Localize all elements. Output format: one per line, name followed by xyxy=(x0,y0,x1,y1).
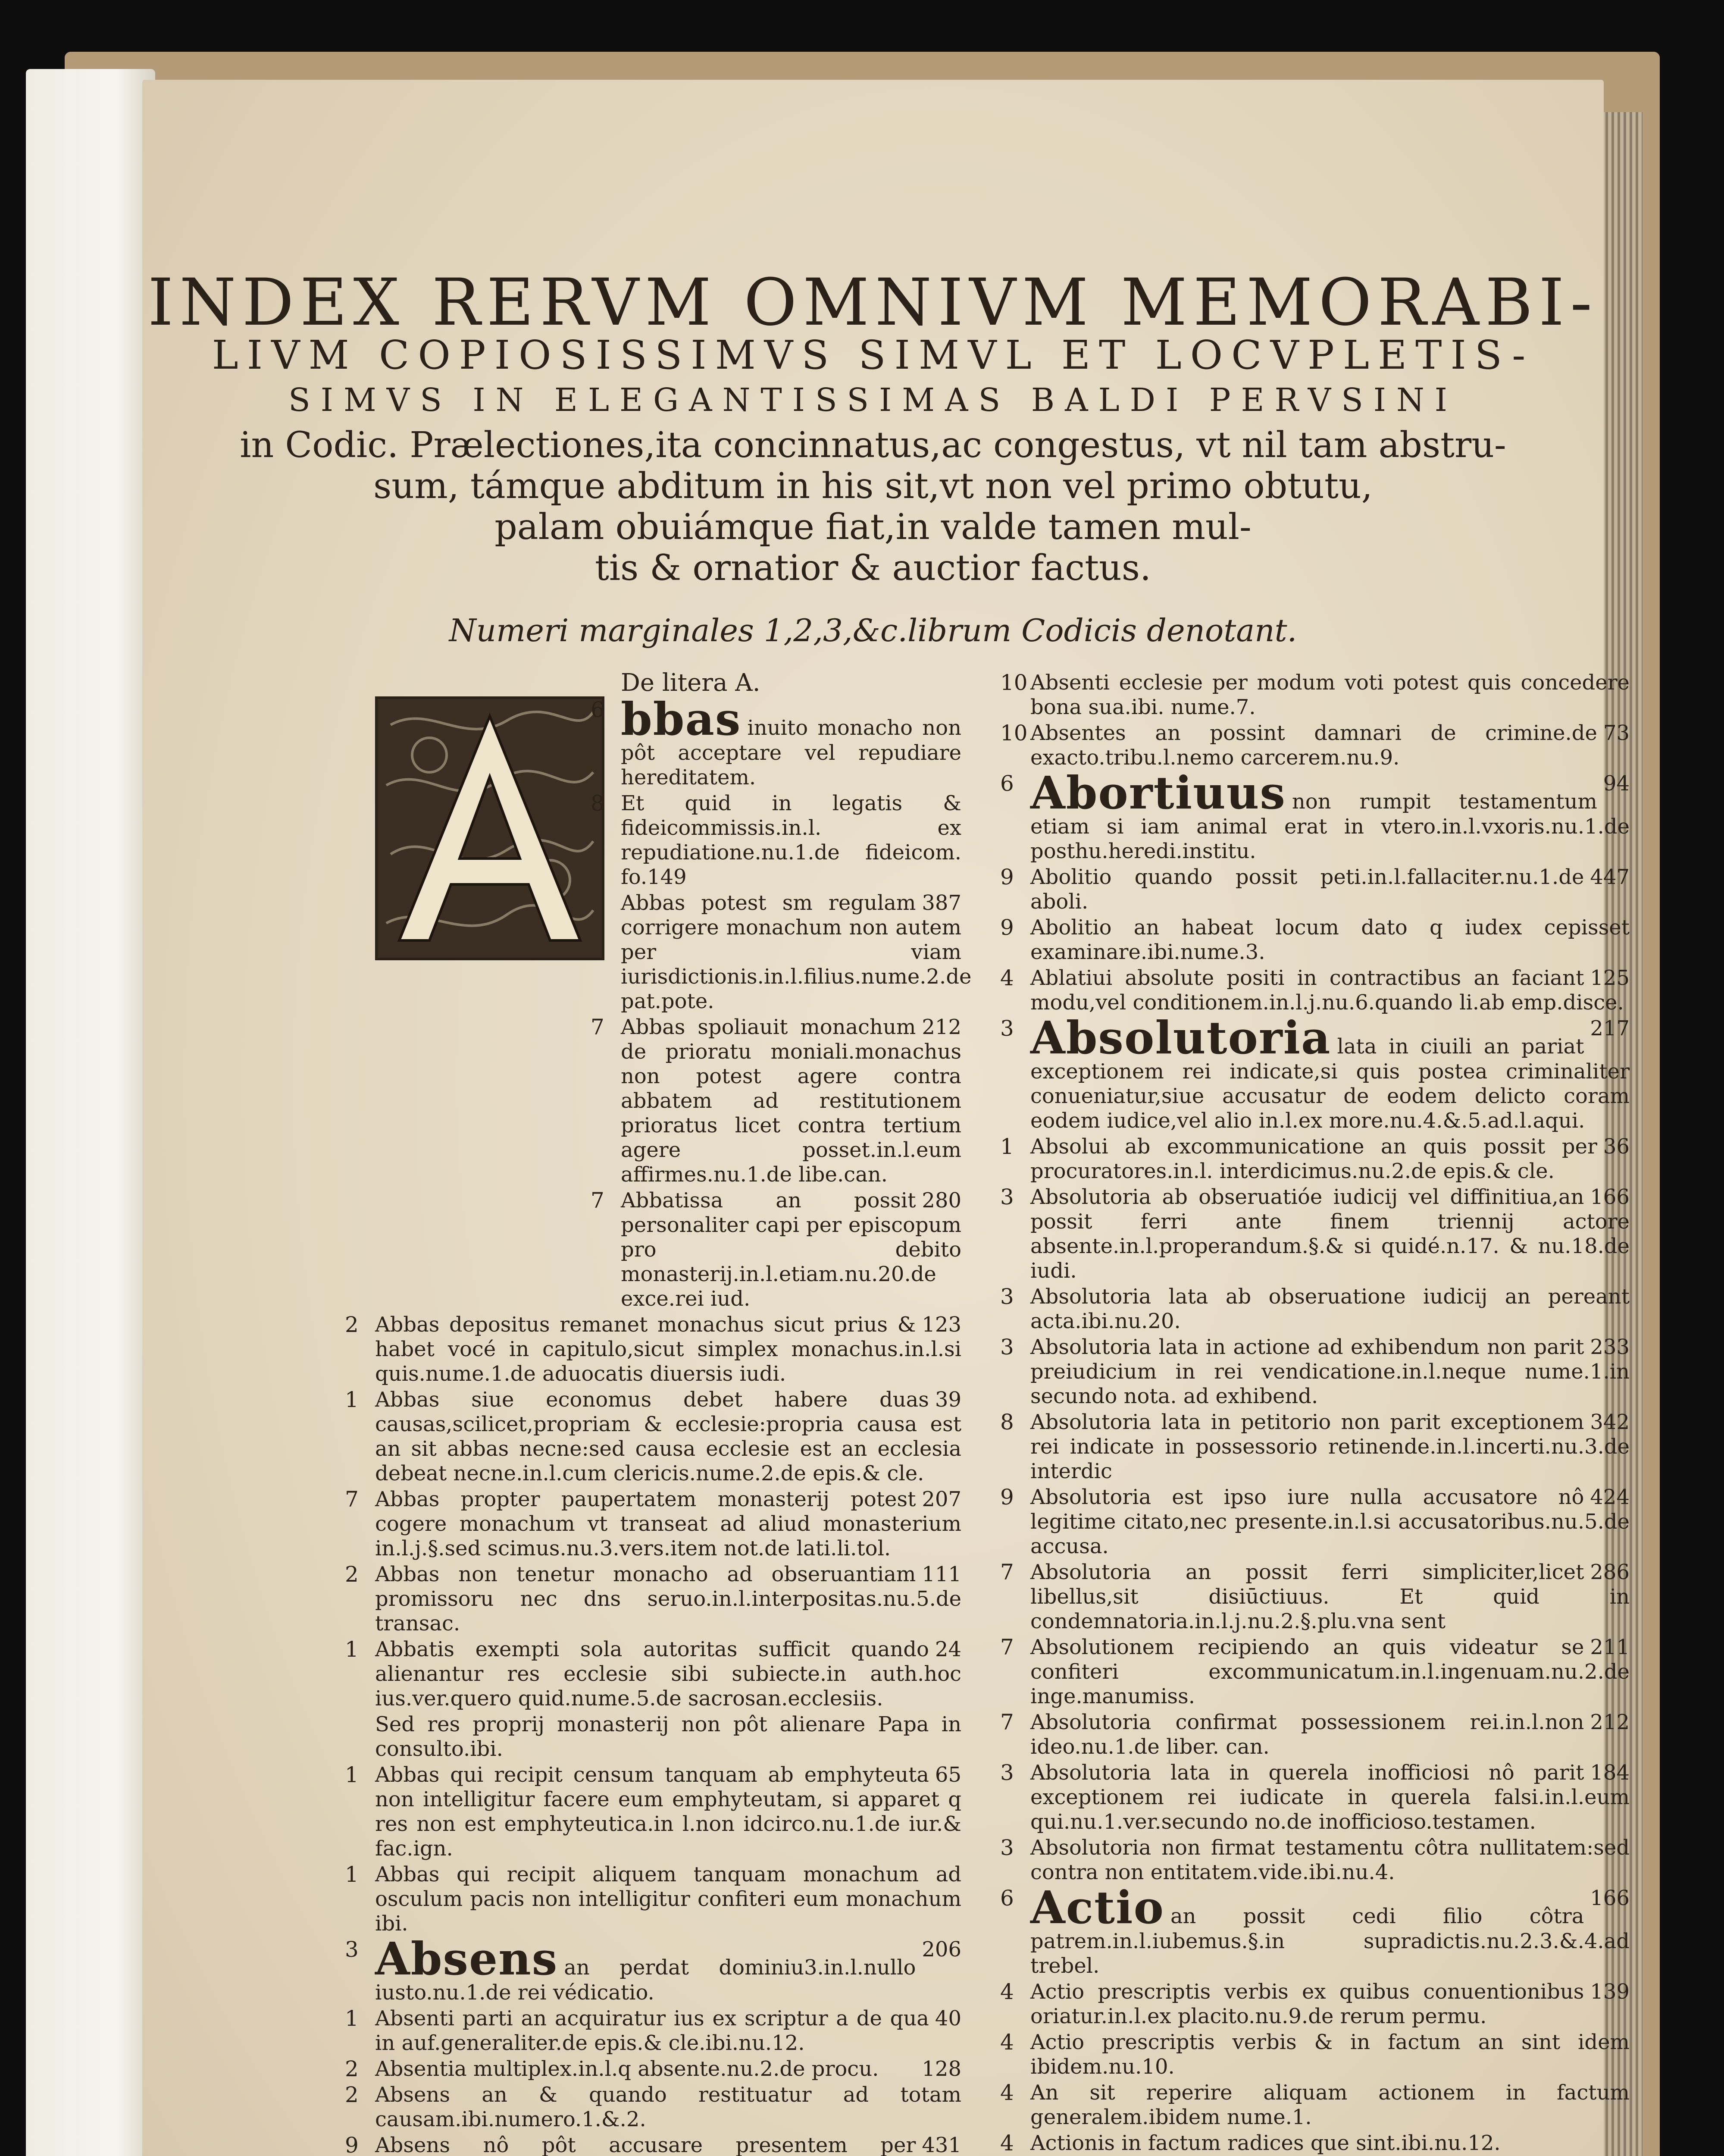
left-entry xyxy=(345,1637,961,1711)
folio-reference: 40 xyxy=(935,2006,961,2031)
entry-text: Abbas depositus remanet monachus sicut prius & habet vocé in capitulo,sicut simplex monachus.in.l.si quis.nume.1.de aduocatis diuersis iudi. xyxy=(375,1313,961,1386)
marginal-numbers-note: Numeri marginales 1,2,3,&c.librum Codicis denotant. xyxy=(449,612,1297,649)
entry-text: Actionis in factum radices que sint.ibi.nu.12. xyxy=(1030,2131,1501,2155)
entry-headword: bbas xyxy=(621,693,742,746)
book-number: 3 xyxy=(1000,1284,1014,1309)
left-entry xyxy=(591,693,961,790)
entry-text: Absolutoria lata ab obseruatione iudicij an pereant acta.ibi.nu.20. xyxy=(1030,1285,1630,1333)
book-number: 6 xyxy=(1000,1886,1014,1911)
entry-headword: Absens xyxy=(375,1932,558,1985)
right-entry xyxy=(1000,1710,1630,1759)
book-number: 4 xyxy=(1000,2030,1014,2055)
left-entry xyxy=(591,1188,961,1311)
left-entry xyxy=(345,1388,961,1486)
decorated-initial-a-icon xyxy=(378,699,602,958)
right-entry xyxy=(1000,1410,1630,1484)
right-entry xyxy=(1000,966,1630,1015)
book-number: 9 xyxy=(1000,1485,1014,1510)
left-entry xyxy=(345,1487,961,1561)
section-heading: De litera A. xyxy=(621,669,760,697)
folio-reference: 166 xyxy=(1590,1185,1630,1209)
folio-reference: 431 xyxy=(922,2133,961,2156)
title-line-1: INDEX RERVM OMNIVM MEMORABI- xyxy=(147,265,1599,340)
left-entry xyxy=(345,1562,961,1636)
entry-text: Abbatis exempti sola autoritas sufficit quando alienantur res ecclesie sibi subiecte.in auth.hoc ius.ver.quero quid.nume.5.de sacrosan.ecclesiis. xyxy=(375,1637,961,1711)
right-entry xyxy=(1000,1980,1630,2029)
title-line-2: LIVM COPIOSISSIMVS SIMVL ET LOCVPLETIS- xyxy=(212,332,1534,378)
right-entry xyxy=(1000,1011,1630,1133)
entry-text: An sit reperire aliquam actionem in factum generalem.ibidem nume.1. xyxy=(1030,2081,1630,2129)
folio-reference: 286 xyxy=(1590,1560,1630,1584)
entry-text: Absens nô pôt accusare presentem per xyxy=(375,2133,916,2156)
title-line-4: in Codic. Prælectiones,ita concinnatus,ac congestus, vt nil tam abstru- xyxy=(240,425,1506,466)
right-entry xyxy=(1000,1185,1630,1283)
folio-reference: 166 xyxy=(1590,1886,1630,1910)
folio-reference: 123 xyxy=(922,1313,961,1337)
folio-reference: 280 xyxy=(922,1188,961,1213)
right-entry xyxy=(1000,1335,1630,1409)
entry-text: Absolutoria non firmat testamentu côtra nullitatem:sed contra non entitatem.vide.ibi.nu.4. xyxy=(1030,1836,1630,1884)
book-number: 3 xyxy=(345,1937,359,1962)
title-line-5: sum, támque abditum in his sit,vt non vel primo obtutu, xyxy=(373,466,1373,507)
entry-text: Absolui ab excommunicatione an quis possit per procuratores.in.l. interdicimus.nu.2.de epis.& cle. xyxy=(1030,1134,1597,1183)
right-entry xyxy=(1000,1881,1630,1978)
right-entry xyxy=(1000,1635,1630,1709)
entry-headword: Actio xyxy=(1030,1881,1164,1934)
book-number: 6 xyxy=(591,697,604,722)
title-line-7: tis & ornatior & auctior factus. xyxy=(594,548,1151,589)
entry-text: Absolutoria est ipso iure nulla accusatore nô legitime citato,nec presente.in.l.si accusatoribus.nu.5.de accusa. xyxy=(1030,1485,1630,1558)
entry-text: Sed res proprij monasterij non pôt alienare Papa in consulto.ibi. xyxy=(375,1712,961,1761)
title-line-6: palam obuiámque fiat,in valde tamen mul- xyxy=(494,507,1252,548)
folio-reference: 111 xyxy=(922,1562,961,1586)
left-entry xyxy=(345,2083,961,2132)
book-number: 2 xyxy=(345,2082,359,2107)
right-entry xyxy=(1000,865,1630,914)
left-entry xyxy=(345,1763,961,1861)
left-entry xyxy=(345,1313,961,1386)
index-column-left xyxy=(345,669,972,2156)
right-entry xyxy=(1000,2131,1630,2156)
entry-text: Abbas qui recipit aliquem tanquam monachum ad osculum pacis non intelligitur confiteri eum monachum ibi. xyxy=(375,1862,961,1936)
folio-reference: 342 xyxy=(1590,1410,1630,1434)
book-number: 3 xyxy=(1000,1185,1014,1210)
decorated-initial xyxy=(375,696,604,960)
book-number: 4 xyxy=(1000,2080,1014,2105)
book-number: 10 xyxy=(1000,670,1028,695)
entry-text: Actio prescriptis verbis ex quibus conuentionibus oriatur.in.l.ex placito.nu.9.de rerum permu. xyxy=(1030,1980,1584,2028)
right-entry xyxy=(1000,1285,1630,1334)
entry-text: Absenti parti an acquiratur ius ex scriptur a de qua in auf.generaliter.de epis.& cle.ibi.nu.12. xyxy=(375,2006,929,2055)
book-number: 8 xyxy=(1000,1410,1014,1435)
folio-reference: 212 xyxy=(922,1015,961,1039)
entry-text: Absolutionem recipiendo an quis videatur se confiteri excommunicatum.in.l.ingenuam.nu.2.de inge.manumiss. xyxy=(1030,1635,1630,1708)
left-entry xyxy=(345,2006,961,2056)
folio-reference: 424 xyxy=(1590,1485,1630,1509)
folio-reference: 387 xyxy=(922,891,961,915)
book-number: 6 xyxy=(1000,771,1014,796)
entry-text: Absolutoria lata in actione ad exhibendum non parit preiudicium in rei vendicatione.in.l.neque nume.1.in secundo nota. ad exhibend. xyxy=(1030,1335,1630,1408)
book-number: 2 xyxy=(345,1562,359,1587)
title-line-3: SIMVS IN ELEGANTISSIMAS BALDI PERVSINI xyxy=(288,382,1458,419)
book-number: 8 xyxy=(591,791,604,816)
entry-text: an perdat dominiu3.in.l.nullo iusto.nu.1.de rei védicatio. xyxy=(375,1955,916,2005)
right-entry xyxy=(1000,766,1630,864)
book-number: 9 xyxy=(1000,915,1014,940)
entry-text: Abbas spoliauit monachum de prioratu moniali.monachus non potest agere contra abbatem ad restitutionem prioratus licet contra tertium agere posset.in.l.eum affirmes.nu.1.de libe.can. xyxy=(621,1015,961,1187)
entry-text: Absolutoria lata in petitorio non parit exceptionem rei indicate in possessorio retinende.in.l.incerti.nu.3.de interdic xyxy=(1030,1410,1630,1483)
entry-text: Absentia multiplex.in.l.q absente.nu.2.de procu. xyxy=(375,2057,879,2081)
right-entry xyxy=(1000,2081,1630,2130)
folio-reference: 139 xyxy=(1590,1980,1630,2004)
book-number: 3 xyxy=(1000,1335,1014,1360)
right-entry xyxy=(1000,1836,1630,1885)
right-entry xyxy=(1000,1134,1630,1184)
entry-text: Abbas qui recipit censum tanquam ab emphyteuta non intelligitur facere eum emphyteutam, si apparet q res non est emphyteutica.in l.non idcirco.nu.1.de iur.& fac.ign. xyxy=(375,1763,961,1861)
index-column-right xyxy=(1000,671,1630,2156)
entry-text: Abbas non tenetur monacho ad obseruantiam promissoru nec dns seruo.in.l.interpositas.nu.5.de transac. xyxy=(375,1562,961,1636)
right-entry xyxy=(1000,1560,1630,1634)
book-number: 4 xyxy=(1000,2131,1014,2156)
right-entry-list xyxy=(1000,671,1630,2156)
entry-text: Absentes an possint damnari de crimine.de exacto.tribu.l.nemo carcerem.nu.9. xyxy=(1030,721,1597,770)
left-entry xyxy=(591,891,972,1014)
left-entry xyxy=(345,2133,961,2156)
folio-reference: 94 xyxy=(1603,771,1630,796)
entry-text: Absenti ecclesie per modum voti potest quis concedere bona sua.ibi. nume.7. xyxy=(1030,671,1630,719)
entry-text: Ablatiui absolute positi in contractibus an faciant modu,vel conditionem.in.l.j.nu.6.quando li.ab emp.disce. xyxy=(1030,966,1624,1015)
folio-reference: 211 xyxy=(1590,1635,1630,1659)
left-entry xyxy=(345,1932,961,2005)
folio-reference: 36 xyxy=(1603,1134,1630,1159)
entry-text: Absolutoria an possit ferri simpliciter,licet libellus,sit disiūctiuus. Et quid in condemnatoria.in.l.j.nu.2.§.plu.vna sent xyxy=(1030,1560,1630,1633)
book-number: 9 xyxy=(345,2133,359,2156)
book-number: 7 xyxy=(591,1015,604,1040)
book-page xyxy=(142,80,1630,2156)
book-number: 10 xyxy=(1000,721,1028,746)
folio-reference: 447 xyxy=(1590,865,1630,889)
entry-text: Abbas potest sm regulam corrigere monachum non autem per viam iurisdictionis.in.l.filius.nume.2.de pat.pote. xyxy=(621,891,972,1013)
folio-reference: 184 xyxy=(1590,1761,1630,1785)
folio-reference: 65 xyxy=(935,1763,961,1787)
folio-reference: 207 xyxy=(922,1487,961,1511)
entry-text: Absolutoria ab obseruatióe iudicij vel diffinitiua,an possit ferri ante finem triennij actore absente.in.l.properandum.§.& si quidé.n.17. & nu.18.de iudi. xyxy=(1030,1185,1630,1283)
book-number: 1 xyxy=(345,1637,359,1662)
book-number: 3 xyxy=(1000,1016,1014,1041)
entry-text: Abolitio quando possit peti.in.l.fallaciter.nu.1.de aboli. xyxy=(1030,865,1584,914)
right-entry xyxy=(1000,721,1630,770)
book-number: 1 xyxy=(345,2006,359,2031)
book-number: 1 xyxy=(345,1762,359,1787)
folio-reference: 39 xyxy=(935,1388,961,1412)
book-number: 7 xyxy=(1000,1560,1014,1585)
folio-reference: 212 xyxy=(1590,1710,1630,1734)
left-entry xyxy=(591,1015,961,1187)
right-entry xyxy=(1000,2030,1630,2079)
book-number: 4 xyxy=(1000,1979,1014,2004)
book-number: 7 xyxy=(345,1487,359,1512)
book-number: 1 xyxy=(345,1387,359,1412)
book-number: 3 xyxy=(1000,1760,1014,1785)
entry-text: Absens an & quando restituatur ad totam causam.ibi.numero.1.&.2. xyxy=(375,2083,961,2131)
entry-headword: Absolutoria xyxy=(1030,1011,1331,1064)
folio-reference: 206 xyxy=(922,1937,961,1962)
left-entry xyxy=(345,1712,961,1761)
entry-text: Et quid in legatis & fideicommissis.in.l. ex repudiatione.nu.1.de fideicom. fo.149 xyxy=(621,791,961,889)
book-number: 7 xyxy=(591,1188,604,1213)
entry-text: an possit cedi filio côtra patrem.in.l.iubemus.§.in supradictis.nu.2.3.&.4.ad trebel. xyxy=(1030,1904,1630,1978)
book-number: 2 xyxy=(345,1312,359,1337)
entry-headword: Abortiuus xyxy=(1030,766,1286,819)
entry-text: Absolutoria lata in querela inofficiosi nô parit exceptionem rei iudicate in querela falsi.in.l.eum qui.nu.1.ver.secundo no.de inofficioso.testamen. xyxy=(1030,1761,1630,1834)
folio-reference: 125 xyxy=(1590,966,1630,990)
left-entry xyxy=(591,791,961,890)
entry-text: Abbas siue economus debet habere duas causas,scilicet,propriam & ecclesie:propria causa est an sit abbas necne:sed causa ecclesie est an ecclesia debeat necne.in.l.cum clericis.nume.2.de epis.& cle. xyxy=(375,1388,961,1485)
entry-text: Abbatissa an possit personaliter capi per episcopum pro debito monasterij.in.l.etiam.nu.20.de exce.rei iud. xyxy=(621,1188,961,1311)
entry-text: Abbas propter paupertatem monasterij potest cogere monachum vt transeat ad aliud monasterium in.l.j.§.sed scimus.nu.3.vers.item not.de lati.li.tol. xyxy=(375,1487,961,1561)
entry-text: Absolutoria confirmat possessionem rei.in.l.non ideo.nu.1.de liber. can. xyxy=(1030,1710,1584,1759)
entry-text: lata in ciuili an pariat exceptionem rei indicate,si quis postea criminaliter conueniatur,siue accusatur de eodem delicto coram eodem iudice,vel alio in.l.ex more.nu.4.&.5.ad.l.aqui. xyxy=(1030,1034,1630,1133)
right-entry xyxy=(1000,915,1630,965)
left-entry xyxy=(345,1862,961,1936)
right-entry xyxy=(1000,1485,1630,1559)
book-number: 4 xyxy=(1000,965,1014,990)
book-number: 2 xyxy=(345,2056,359,2081)
flyleaf xyxy=(26,69,155,2156)
entry-text: Actio prescriptis verbis & in factum an sint idem ibidem.nu.10. xyxy=(1030,2030,1630,2079)
book-number: 1 xyxy=(1000,1134,1014,1159)
entry-text: Abolitio an habeat locum dato q iudex cepisset examinare.ibi.nume.3. xyxy=(1030,915,1630,964)
left-entry xyxy=(345,2057,961,2081)
right-entry xyxy=(1000,1761,1630,1834)
book-number: 7 xyxy=(1000,1635,1014,1660)
book-number: 9 xyxy=(1000,865,1014,890)
book-number: 7 xyxy=(1000,1710,1014,1735)
entry-text: inuito monacho non pôt acceptare vel repudiare hereditatem. xyxy=(621,716,961,790)
folio-reference: 73 xyxy=(1603,721,1630,745)
book-number: 1 xyxy=(345,1862,359,1887)
folio-reference: 24 xyxy=(935,1637,961,1661)
folio-reference: 233 xyxy=(1590,1335,1630,1359)
folio-reference: 128 xyxy=(922,2057,961,2081)
book-number: 3 xyxy=(1000,1835,1014,1860)
entry-text: non rumpit testamentum etiam si iam animal erat in vtero.in.l.vxoris.nu.1.de posthu.heredi.institu. xyxy=(1030,790,1630,863)
folio-reference: 217 xyxy=(1590,1016,1630,1040)
right-entry xyxy=(1000,671,1630,720)
